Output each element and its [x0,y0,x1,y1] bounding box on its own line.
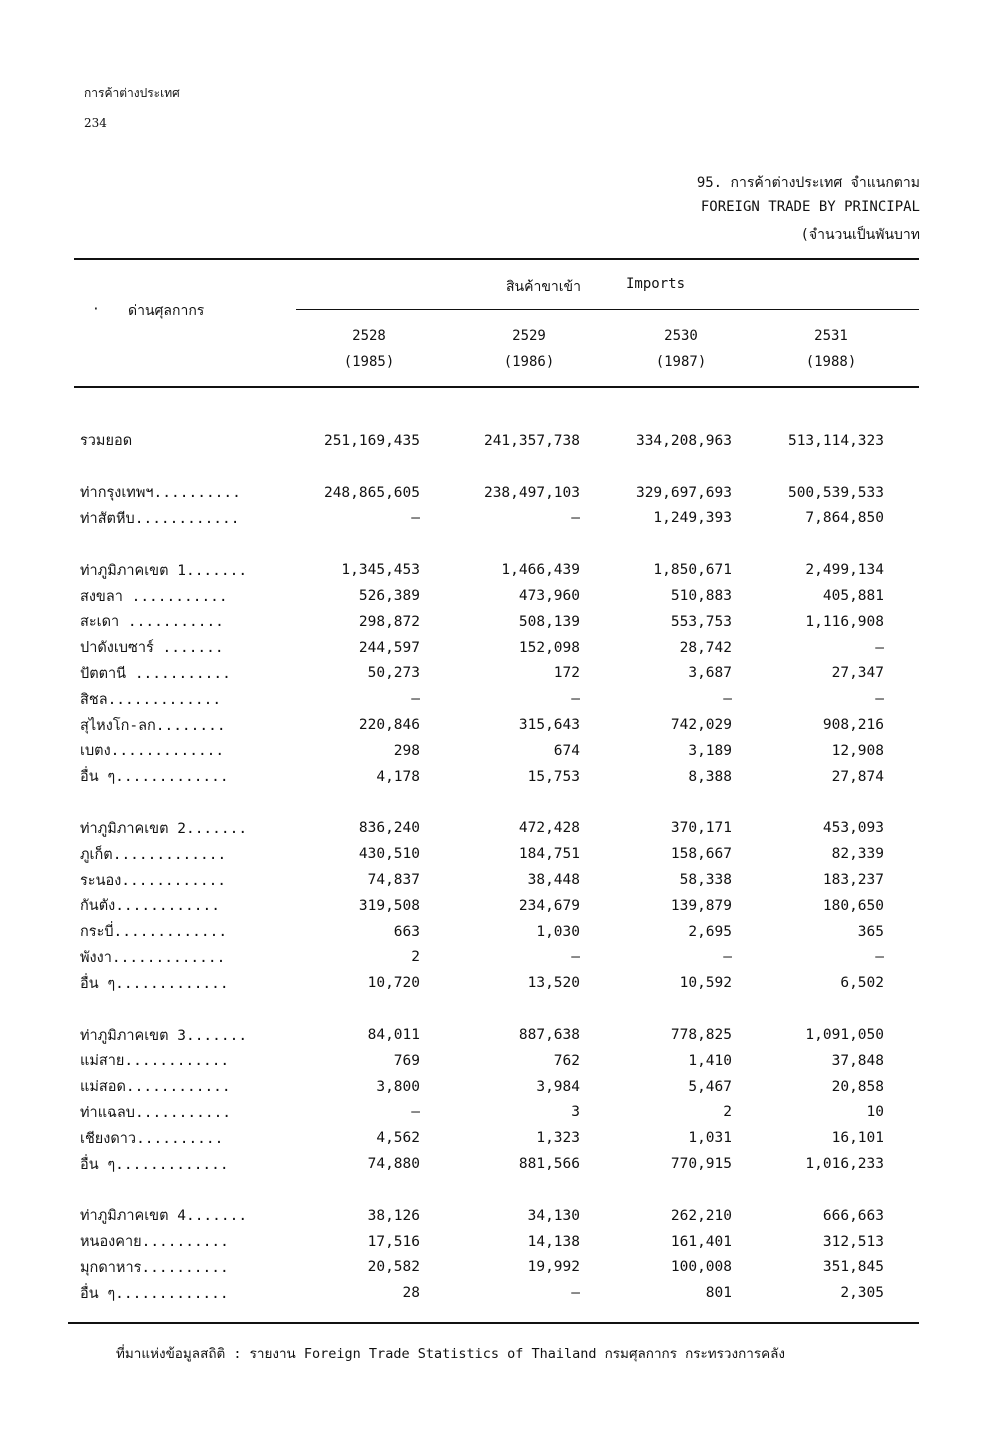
cell-value: – [411,1104,420,1121]
cell-value: 663 [393,923,420,940]
cell-value: 14,138 [527,1233,580,1250]
row-label: ท่าภูมิภาคเขต 1....... [80,562,248,579]
section-header-en: Imports [626,276,686,292]
cell-value: 1,091,050 [805,1027,884,1044]
cell-value: 27,874 [831,768,884,785]
column-year-en: (1988) [805,354,857,370]
cell-value: 10,720 [367,975,420,992]
cell-value: 769 [393,1052,420,1069]
cell-value: – [571,1285,580,1302]
cell-value: 3,800 [376,1078,420,1095]
cell-value: 8,388 [688,768,732,785]
cell-value: – [875,639,884,656]
cell-value: 5,467 [688,1078,732,1095]
cell-value: 3,984 [536,1078,580,1095]
cell-value: 770,915 [670,1156,732,1173]
table-row [80,1280,884,1306]
cell-value: – [571,510,580,527]
cell-value: 836,240 [358,820,420,837]
cell-value: – [571,949,580,966]
cell-value: 1,850,671 [653,562,732,579]
cell-value: 10,592 [679,975,732,992]
cell-value: 74,880 [367,1156,420,1173]
spacer-cell [80,1177,884,1203]
cell-value: 262,210 [670,1207,732,1224]
cell-value: 183,237 [822,872,884,889]
table-title-en: FOREIGN TRADE BY PRINCIPAL [700,199,920,215]
row-label: ระนอง............ [80,872,227,889]
table-row [80,635,884,661]
cell-value: 20,582 [367,1259,420,1276]
cell-value: 405,881 [822,588,884,605]
row-label: สงขลา ........... [80,588,228,605]
cell-value: – [723,691,732,708]
row-label: ท่าแฉลบ........... [80,1104,232,1121]
cell-value: 329,697,693 [635,484,732,501]
column-year-en: (1987) [655,354,707,370]
row-label: อื่น ๆ............. [80,769,229,786]
table-title-th: 95. การค้าต่างประเทศ จำแนกตาม [696,175,920,191]
cell-value: 801 [705,1285,732,1302]
stub-bullet: · [92,302,100,317]
table-row [80,1125,884,1151]
cell-value: 161,401 [670,1233,732,1250]
table-row [80,661,884,687]
cell-value: 7,864,850 [805,510,884,527]
cell-value: 6,502 [840,975,884,992]
table-row [80,583,884,609]
row-label: สิชล............. [80,691,222,708]
row-label: รวมยอด [80,433,133,450]
row-label: ท่าสัตหีบ............ [80,510,240,527]
row-label: ปาดังเบซาร์ ....... [80,640,224,657]
row-label: ภูเก็ต............. [80,846,227,863]
cell-value: 312,513 [822,1233,884,1250]
cell-value: 19,992 [527,1259,580,1276]
row-label: เบตง............. [80,743,225,760]
cell-value: 184,751 [518,846,580,863]
cell-value: 238,497,103 [483,484,580,501]
row-label: แม่สาย............ [80,1053,230,1070]
cell-value: 526,389 [358,588,420,605]
table-row [80,1255,884,1281]
cell-value: 319,508 [358,897,420,914]
row-label: ท่าภูมิภาคเขต 4....... [80,1208,248,1225]
cell-value: 1,323 [536,1130,580,1147]
cell-value: 234,679 [518,897,580,914]
table-row [80,557,884,583]
cell-value: 881,566 [518,1156,580,1173]
table-row [80,1048,884,1074]
cell-value: 12,908 [831,742,884,759]
cell-value: 10 [866,1104,884,1121]
row-spacer [80,1177,884,1203]
cell-value: 20,858 [831,1078,884,1095]
cell-value: – [875,949,884,966]
cell-value: 100,008 [670,1259,732,1276]
cell-value: 3,687 [688,665,732,682]
table-row [80,712,884,738]
cell-value: 430,510 [358,846,420,863]
table-row [80,609,884,635]
cell-value: – [875,691,884,708]
cell-value: 513,114,323 [787,432,884,449]
cell-value: 370,171 [670,820,732,837]
cell-value: 298,872 [358,613,420,630]
cell-value: 553,753 [670,613,732,630]
cell-value: 1,466,439 [501,562,580,579]
stub-header: ด่านศุลกากร [128,303,205,319]
cell-value: 180,650 [822,897,884,914]
cell-value: 351,845 [822,1259,884,1276]
table-row [80,970,884,996]
imports-table [80,428,884,1306]
cell-value: 334,208,963 [635,432,732,449]
cell-value: 887,638 [518,1027,580,1044]
cell-value: 2,305 [840,1285,884,1302]
unit-note: (จำนวนเป็นพันบาท [800,227,920,243]
cell-value: 172 [553,665,580,682]
running-header: การค้าต่างประเทศ [84,86,180,100]
cell-value: 1,116,908 [805,613,884,630]
spacer-cell [80,454,884,480]
row-label: อื่น ๆ............. [80,975,229,992]
cell-value: 38,126 [367,1207,420,1224]
cell-value: 84,011 [367,1027,420,1044]
cell-value: 453,093 [822,820,884,837]
cell-value: 244,597 [358,639,420,656]
cell-value: 16,101 [831,1130,884,1147]
spacer-cell [80,531,884,557]
row-label: กระบี่............. [80,924,228,941]
row-label: สะเดา ........... [80,614,224,631]
cell-value: 3 [571,1104,580,1121]
table-row [80,1022,884,1048]
cell-value: 1,016,233 [805,1156,884,1173]
row-label: ท่าภูมิภาคเขต 3....... [80,1027,248,1044]
cell-value: 4,562 [376,1130,420,1147]
cell-value: 908,216 [822,717,884,734]
cell-value: – [723,949,732,966]
cell-value: – [411,510,420,527]
row-label: มุกดาหาร.......... [80,1259,229,1276]
table-row [80,841,884,867]
cell-value: 315,643 [518,717,580,734]
table-row [80,867,884,893]
table-bottom-rule [68,1322,919,1324]
cell-value: 742,029 [670,717,732,734]
table-row [80,506,884,532]
cell-value: 38,448 [527,872,580,889]
table-row [80,686,884,712]
table-row [80,1074,884,1100]
cell-value: 50,273 [367,665,420,682]
column-year-th: 2531 [814,328,848,344]
cell-value: 472,428 [518,820,580,837]
cell-value: 220,846 [358,717,420,734]
row-label: หนองคาย.......... [80,1234,229,1251]
row-label: ท่าภูมิภาคเขต 2....... [80,820,248,837]
cell-value: 152,098 [518,639,580,656]
row-spacer [80,790,884,816]
cell-value: 2 [411,949,420,966]
table-row [80,1100,884,1126]
row-label: อื่น ๆ............. [80,1156,229,1173]
cell-value: 28,742 [679,639,732,656]
row-label: อื่น ๆ............. [80,1285,229,1302]
cell-value: 1,345,453 [341,562,420,579]
cell-value: 17,516 [367,1233,420,1250]
row-label: เชียงดาว.......... [80,1130,224,1147]
table-row [80,816,884,842]
cell-value: 158,667 [670,846,732,863]
cell-value: – [571,691,580,708]
cell-value: 365 [857,923,884,940]
cell-value: 28 [402,1285,420,1302]
cell-value: 74,837 [367,872,420,889]
cell-value: 473,960 [518,588,580,605]
row-label: แม่สอด............ [80,1079,231,1096]
column-year-en: (1986) [503,354,555,370]
header-bottom-rule [74,386,919,388]
column-year-en: (1985) [343,354,395,370]
column-year-th: 2528 [352,328,386,344]
cell-value: 4,178 [376,768,420,785]
row-label: ปัตตานี ........... [80,665,231,682]
table-row [80,738,884,764]
row-spacer [80,531,884,557]
row-spacer [80,454,884,480]
column-year-th: 2529 [512,328,546,344]
row-label: สุไหงโก-ลก........ [80,717,226,734]
table-row [80,945,884,971]
table-row [80,1229,884,1255]
spacer-cell [80,996,884,1022]
page-number: 234 [84,116,107,130]
cell-value: 666,663 [822,1207,884,1224]
cell-value: 58,338 [679,872,732,889]
cell-value: – [411,691,420,708]
cell-value: 251,169,435 [323,432,420,449]
cell-value: 1,031 [688,1130,732,1147]
cell-value: 1,030 [536,923,580,940]
cell-value: 778,825 [670,1027,732,1044]
header-top-rule [74,258,919,260]
cell-value: 27,347 [831,665,884,682]
table-row [80,428,884,454]
cell-value: 500,539,533 [787,484,884,501]
column-year-th: 2530 [664,328,698,344]
table-row [80,1151,884,1177]
table-row [80,764,884,790]
table-row [80,480,884,506]
cell-value: 674 [553,742,580,759]
cell-value: 13,520 [527,975,580,992]
cell-value: 508,139 [518,613,580,630]
cell-value: 34,130 [527,1207,580,1224]
row-label: กันตัง............ [80,898,220,915]
cell-value: 1,249,393 [653,510,732,527]
table-row [80,893,884,919]
imports-table-body [80,428,884,1306]
cell-value: 2 [723,1104,732,1121]
cell-value: 762 [553,1052,580,1069]
table-row [80,919,884,945]
spacer-cell [80,790,884,816]
cell-value: 82,339 [831,846,884,863]
cell-value: 1,410 [688,1052,732,1069]
row-label: ท่ากรุงเทพฯ.......... [80,485,241,502]
cell-value: 510,883 [670,588,732,605]
cell-value: 2,499,134 [805,562,884,579]
cell-value: 248,865,605 [323,484,420,501]
cell-value: 2,695 [688,923,732,940]
row-label: พังงา............. [80,949,226,966]
cell-value: 241,357,738 [483,432,580,449]
section-header-th: สินค้าขาเข้า [506,279,581,295]
cell-value: 15,753 [527,768,580,785]
cell-value: 139,879 [670,897,732,914]
cell-value: 298 [393,742,420,759]
cell-value: 37,848 [831,1052,884,1069]
section-header-rule [296,309,919,310]
cell-value: 3,189 [688,742,732,759]
table-row [80,1203,884,1229]
source-note: ที่มาแห่งข้อมูลสถิติ : รายงาน Foreign Trade Statistics of Thailand กรมศุลกากร กระทรวงการคลัง [116,1346,786,1362]
row-spacer [80,996,884,1022]
